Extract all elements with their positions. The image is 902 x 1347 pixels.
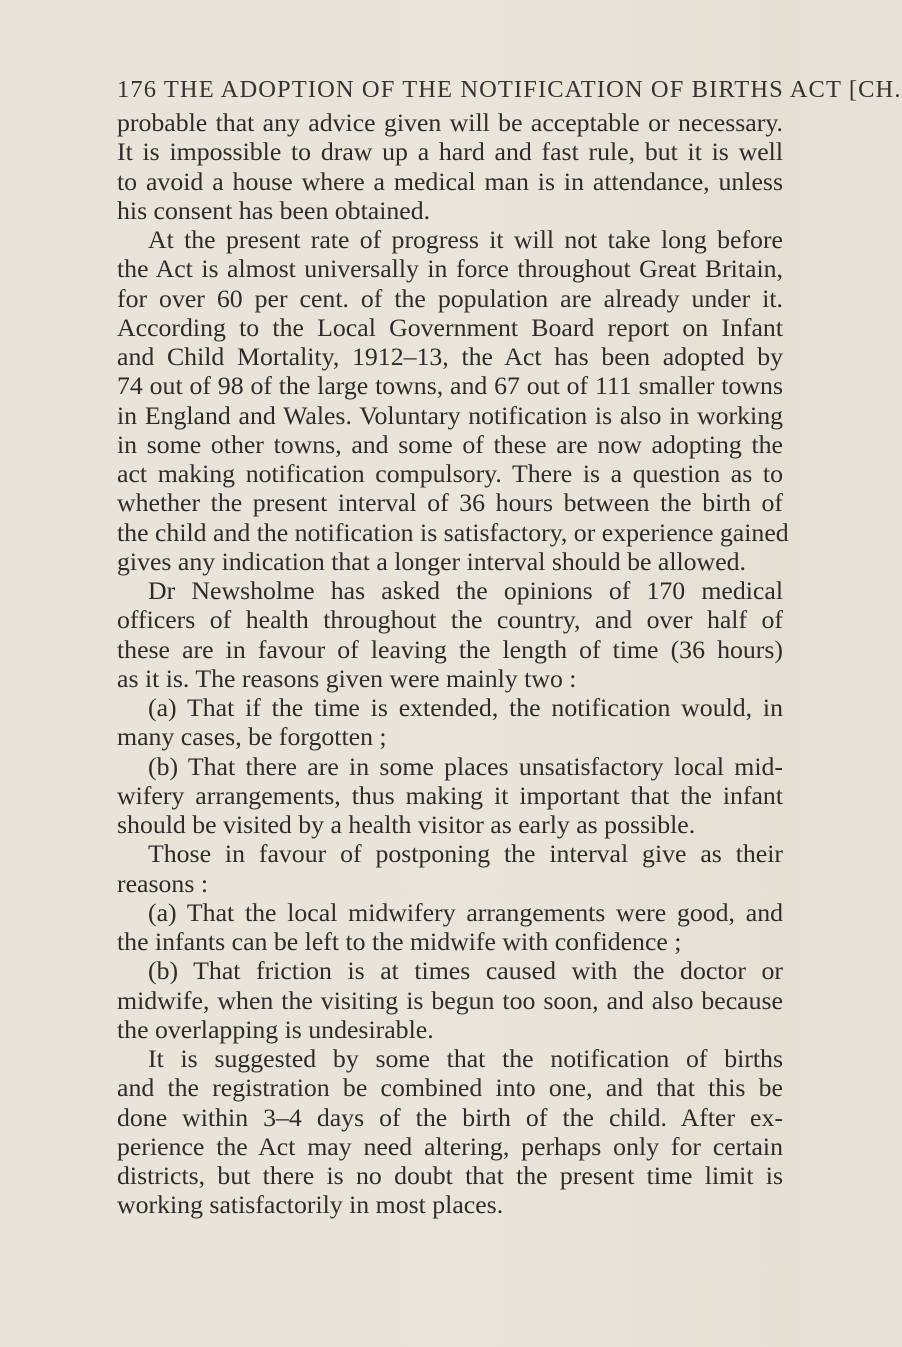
paragraph-start-line: At the present rate of progress it will not take long before bbox=[148, 225, 783, 254]
text-line: these are in favour of leaving the length of time (36 hours) bbox=[117, 634, 783, 664]
text-line: districts, but there is no doubt that the present time limit is bbox=[117, 1161, 783, 1190]
page-number: 176 bbox=[117, 76, 158, 103]
text-line: wifery arrangements, thus making it important that the infant bbox=[117, 780, 783, 810]
list-item-line: (b) That there are in some places unsatisfactory local mid- bbox=[148, 751, 783, 781]
text-line: his consent has been obtained. bbox=[117, 195, 431, 225]
text-line: perience the Act may need altering, perhaps only for certain bbox=[117, 1131, 783, 1161]
text-line: gives any indication that a longer interval should be allowed. bbox=[117, 546, 746, 576]
text-line: whether the present interval of 36 hours between the birth of bbox=[117, 488, 783, 518]
text-line: for over 60 per cent. of the population are already under it. bbox=[117, 283, 783, 313]
text-line: the overlapping is undesirable. bbox=[117, 1014, 434, 1044]
list-item-line: (a) That if the time is extended, the notification would, in bbox=[148, 693, 783, 722]
list-item-line: (a) That the local midwifery arrangements were good, and bbox=[148, 897, 783, 927]
text-line: the child and the notification is satisfactory, or experience gained bbox=[117, 517, 789, 547]
text-line: to avoid a house where a medical man is in attendance, unless bbox=[117, 166, 783, 196]
running-title: THE ADOPTION OF THE NOTIFICATION OF BIRTHS ACT [CH. bbox=[163, 76, 902, 103]
text-line: reasons : bbox=[117, 868, 208, 898]
text-line: 74 out of 98 of the large towns, and 67 out of 111 smaller towns bbox=[117, 371, 783, 401]
text-line: the infants can be left to the midwife with confidence ; bbox=[117, 927, 682, 956]
text-line: It is impossible to draw up a hard and fast rule, but it is well bbox=[117, 137, 783, 167]
text-line: the Act is almost universally in force throughout Great Britain, bbox=[117, 254, 783, 284]
paragraph-start-line: Dr Newsholme has asked the opinions of 170 medical bbox=[148, 576, 783, 605]
text-line: in England and Wales. Voluntary notification is also in working bbox=[117, 400, 783, 430]
text-line: done within 3–4 days of the birth of the child. After ex- bbox=[117, 1102, 783, 1132]
text-line: working satisfactorily in most places. bbox=[117, 1190, 504, 1220]
text-line: many cases, be forgotten ; bbox=[117, 722, 387, 752]
text-line: midwife, when the visiting is begun too soon, and also because bbox=[117, 985, 783, 1015]
paragraph-start-line: Those in favour of postponing the interval give as their bbox=[148, 839, 783, 869]
text-line: According to the Local Government Board report on Infant bbox=[117, 312, 783, 342]
text-line: act making notification compulsory. There is a question as to bbox=[117, 459, 783, 488]
text-line: in some other towns, and some of these are now adopting the bbox=[117, 429, 783, 459]
running-head bbox=[117, 76, 902, 104]
body-text bbox=[117, 108, 789, 1220]
text-line: probable that any advice given will be acceptable or necessary. bbox=[117, 108, 783, 137]
text-line: and Child Mortality, 1912–13, the Act has been adopted by bbox=[117, 342, 783, 371]
text-line: should be visited by a health visitor as early as possible. bbox=[117, 810, 696, 839]
text-line: as it is. The reasons given were mainly two : bbox=[117, 663, 577, 693]
text-line: and the registration be combined into one, and that this be bbox=[117, 1073, 783, 1103]
paragraph-start-line: It is suggested by some that the notification of births bbox=[148, 1044, 783, 1073]
text-line: officers of health throughout the country, and over half of bbox=[117, 605, 783, 635]
list-item-line: (b) That friction is at times caused with the doctor or bbox=[148, 956, 783, 986]
